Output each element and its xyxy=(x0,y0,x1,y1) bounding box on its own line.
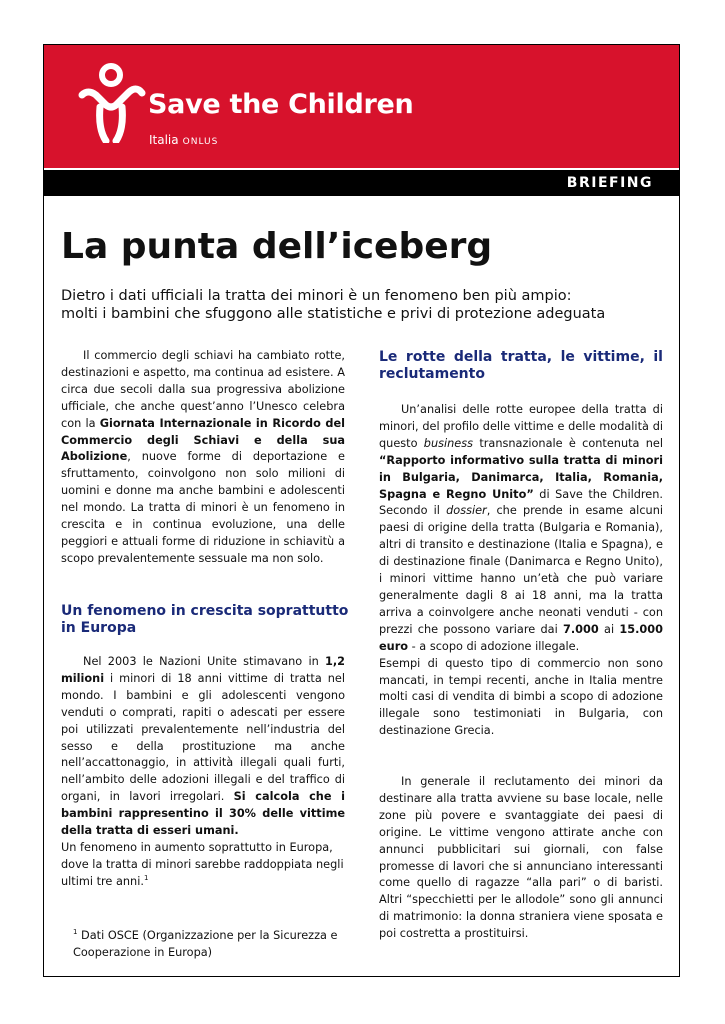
footnote-ref: 1 xyxy=(143,874,149,883)
victims-percentage-note: Si calcola che i bambini rappresentino il 30% delle vittime della tratta di esseri umani. xyxy=(61,790,345,838)
org-country: Italia xyxy=(149,133,179,147)
briefing-label: BRIEFING xyxy=(566,175,653,191)
page-title: La punta dell’iceberg xyxy=(61,226,493,267)
header-banner xyxy=(44,45,679,168)
report-title: “Rapporto informativo sulla tratta di minori in Bulgaria, Danimarca, Italia, Romania, Spagna e Regno Unito” xyxy=(379,453,663,501)
footnote-mark: 1 xyxy=(73,928,78,937)
briefing-bar xyxy=(44,170,679,196)
subtitle-line-2: molti i bambini che sfuggono alle statistiche e privi di protezione adeguata xyxy=(61,306,606,322)
left-section-heading: Un fenomeno in crescita soprattutto in Europa xyxy=(61,603,349,636)
org-onlus: ONLUS xyxy=(182,137,219,147)
child-raising-arms-icon xyxy=(76,63,146,143)
subtitle-line-1: Dietro i dati ufficiali la tratta dei minori è un fenomeno ben più ampio: xyxy=(61,288,572,304)
right-paragraph-3: In generale il reclutamento dei minori da destinare alla tratta avviene su base locale, nelle zone più povere e svantaggiate dei paesi di origine. Le vittime vengono attirate anche con annunci pubblicitari sui giornali, con false promesse di lavori che si annunciano interessanti come quello di ragazze “alla pari” o di baristi. Altri “specchietti per le allodole” sono gli annunci di matrimonio: la donna straniera viene sposata e poi costretta a prostituirsi. xyxy=(379,775,663,941)
unesco-day-name: Giornata Internazionale in Ricordo del Commercio degli Schiavi e della sua Abolizione xyxy=(61,416,345,464)
org-name: Save the Children xyxy=(148,89,414,120)
page-subtitle xyxy=(61,287,661,323)
left-paragraph-2: Nel 2003 le Nazioni Unite stimavano in 1,2 milioni i minori di 18 anni vittime di tratta nel mondo. I bambini e gli adolescenti vengono venduti o comprati, rapiti o adescati per essere poi utilizzati prevalentemente nell’industria del sesso e della prostituzione ma anche nell’accattonaggio, in attività illegali quali furti, nell’ambito delle adozioni illegali e del traffico di organi, in lavori irregolari. Si calcola che i bambini rappresentino il 30% delle vittime della tratta di esseri umani. Un fenomeno in aumento soprattutto in Europa, dove la tratta di minori sarebbe raddoppiata negli ultimi tre anni.$^1$ xyxy=(61,655,345,888)
footnote: $^1$ Dati OSCE (Organizzazione per la Sicurezza e Cooperazione in Europa) xyxy=(73,928,338,959)
right-paragraph-1: Un’analisi delle rotte europee della tratta di minori, del profilo delle vittime e delle modalità di questo business transnazionale è contenuta nel “Rapporto informativo sulla tratta di minori in Bulgaria, Danimarca, Italia, Romania, Spagna e Regno Unito” di Save the Children. Secondo il dossier, che prende in esame alcuni paesi di origine della tratta (Bulgaria e Romania), altri di transito e destinazione (Italia e Spagna), e di destinazione finale (Danimarca e Regno Unito), i minori vittime hanno un’età che può variare generalmente dagli 8 ai 18 anni, ma la tratta arriva a coinvolgere anche neonati venduti - con prezzi che possono variare dai 7.000 ai 15.000 euro - a scopo di adozione illegale. Esempi di questo tipo di commercio non sono mancati, in tempi recenti, anche in Italia mentre molti casi di vendita di bimbi a scopo di adozione illegale sono testimoniati in Bulgaria, con destinazione Grecia. xyxy=(379,402,663,740)
right-paragraph-2: Esempi di questo tipo di commercio non sono mancati, in tempi recenti, anche in Italia mentre molti casi di vendita di bimbi a scopo di adozione illegale sono testimoniati in Bulgaria, con destinazione Grecia. xyxy=(379,656,663,738)
right-section-heading: Le rotte della tratta, le vittime, il reclutamento xyxy=(379,349,663,382)
org-subtitle xyxy=(149,133,218,147)
left-paragraph-1: Il commercio degli schiavi ha cambiato rotte, destinazioni e aspetto, ma continua ad esistere. A circa due secoli dalla sua progressiva abolizione ufficiale, che anche quest’anno l’Unesco celebra con la Giornata Internazionale in Ricordo del Commercio degli Schiavi e della sua Abolizione, nuove forme di deportazione e sfruttamento, coinvolgono non solo milioni di uomini e donne ma anche bambini e adolescenti nel mondo. La tratta di minori è un fenomeno in crescita e in continua evoluzione, una delle peggiori e attuali forme di riduzione in schiavitù a scopo prevalentemente sessuale ma non solo. xyxy=(61,349,345,565)
